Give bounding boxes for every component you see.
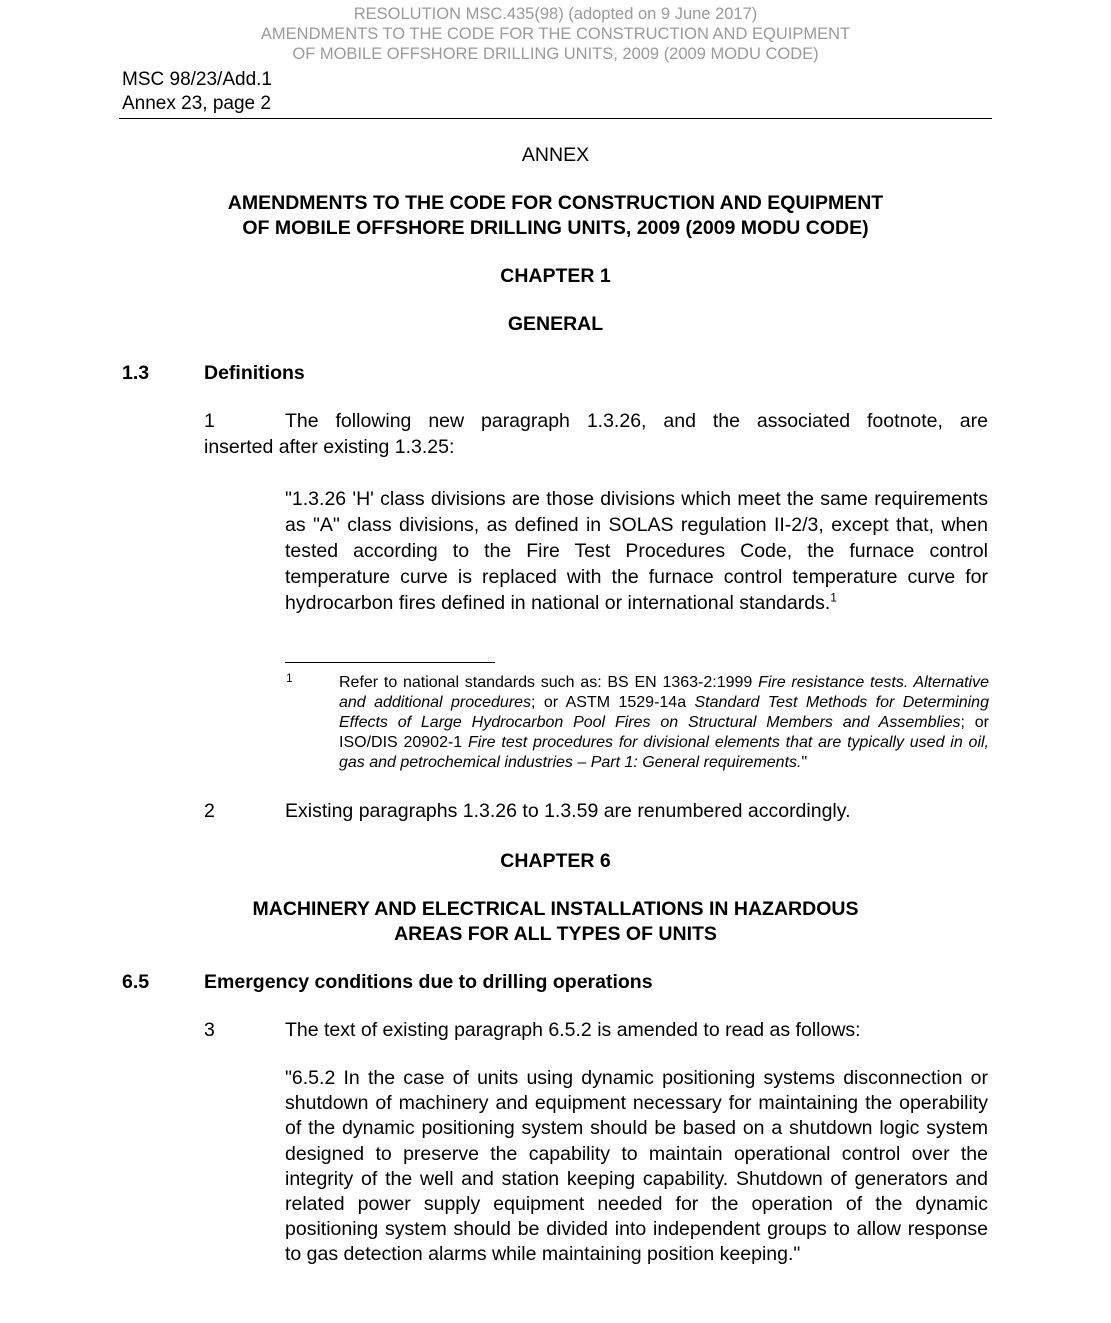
paragraph-2-text: Existing paragraphs 1.3.26 to 1.3.59 are renumbered accordingly.	[285, 800, 851, 822]
paragraph-6-5-2-quote: "6.5.2 In the case of units using dynamic positioning systems disconnection or shutdown of machinery and equipment necessary for maintaining the operability of the dynamic positioning system should be based on a shutdown logic system designed to preserve the capability to maintain operational control over the integrity of the well and station keeping capability. Shutdown of generators and related power supply equipment needed for the operation of the dynamic positioning system should be divided into independent groups to allow response to gas detection alarms while maintaining position keeping."	[285, 1067, 988, 1266]
footnote-part-6: Fire test procedures for divisional elements that are typically used in oil, gas and petrochemical industries – Part 1: General requirements.	[339, 734, 989, 771]
chapter-1-title: GENERAL	[507, 313, 604, 335]
footnote-part-1: Refer to national standards such as: BS EN 1363-2:1999	[339, 674, 759, 691]
paragraph-1-text-line-1: The following new paragraph 1.3.26, and the associated footnote, are	[285, 410, 988, 432]
annex-label: ANNEX	[521, 144, 590, 166]
section-title-emergency-conditions: Emergency conditions due to drilling operations	[204, 971, 653, 993]
paragraph-3-text: The text of existing paragraph 6.5.2 is amended to read as follows:	[285, 1019, 861, 1041]
footnote-part-3: ; or ASTM 1529-14a	[531, 694, 695, 711]
chapter-6-title-line-2: AREAS FOR ALL TYPES OF UNITS	[394, 923, 717, 945]
paragraph-number-2: 2	[204, 800, 215, 822]
footnote-mark: 1	[286, 671, 293, 685]
footnote-rule	[285, 662, 495, 663]
paragraph-number-1: 1	[204, 410, 215, 432]
definition-1-3-26-quote	[285, 486, 988, 616]
section-number-6-5: 6.5	[122, 971, 150, 993]
paragraph-1-text-line-2: inserted after existing 1.3.25:	[204, 436, 455, 458]
footnote-part-2: Fire resistance tests. Alternative and additional procedures	[339, 674, 990, 711]
footnote-text	[339, 673, 989, 773]
document-symbol: MSC 98/23/Add.1	[122, 69, 272, 90]
main-title-line-2: OF MOBILE OFFSHORE DRILLING UNITS, 2009 (2009 MODU CODE)	[242, 217, 869, 239]
chapter-6-title-line-1: MACHINERY AND ELECTRICAL INSTALLATIONS IN HAZARDOUS	[252, 898, 859, 920]
footnote-part-7: "	[801, 754, 808, 771]
footnote-part-5: ; or ISO/DIS 20902-1	[339, 714, 990, 751]
paragraph-number-3: 3	[204, 1019, 215, 1041]
section-number-1-3: 1.3	[122, 362, 150, 384]
footnote-reference: 1	[830, 590, 837, 605]
section-title-definitions: Definitions	[204, 362, 305, 384]
main-title-line-1: AMENDMENTS TO THE CODE FOR CONSTRUCTION AND EQUIPMENT	[227, 192, 884, 214]
chapter-6-label: CHAPTER 6	[500, 850, 611, 872]
definition-1-3-26-text: "1.3.26 'H' class divisions are those divisions which meet the same requirements as "A" class divisions, as defined in SOLAS regulation II-2/3, except that, when tested according to the Fire Test Procedures Code, the furnace control temperature curve is replaced with the furnace control temperature curve for hydrocarbon fires defined in national or international standards.	[285, 488, 988, 614]
header-rule	[119, 118, 992, 119]
page-reference: Annex 23, page 2	[122, 93, 271, 114]
resolution-header-line-2: AMENDMENTS TO THE CODE FOR THE CONSTRUCTION AND EQUIPMENT	[260, 25, 851, 43]
footnote-part-4: Standard Test Methods for Determining Effects of Large Hydrocarbon Pool Fires on Structural Members and Assemblies	[339, 694, 989, 731]
resolution-header-line-1: RESOLUTION MSC.435(98) (adopted on 9 June 2017)	[353, 5, 758, 23]
chapter-1-label: CHAPTER 1	[500, 265, 611, 287]
resolution-header-line-3: OF MOBILE OFFSHORE DRILLING UNITS, 2009 (2009 MODU CODE)	[292, 45, 819, 63]
